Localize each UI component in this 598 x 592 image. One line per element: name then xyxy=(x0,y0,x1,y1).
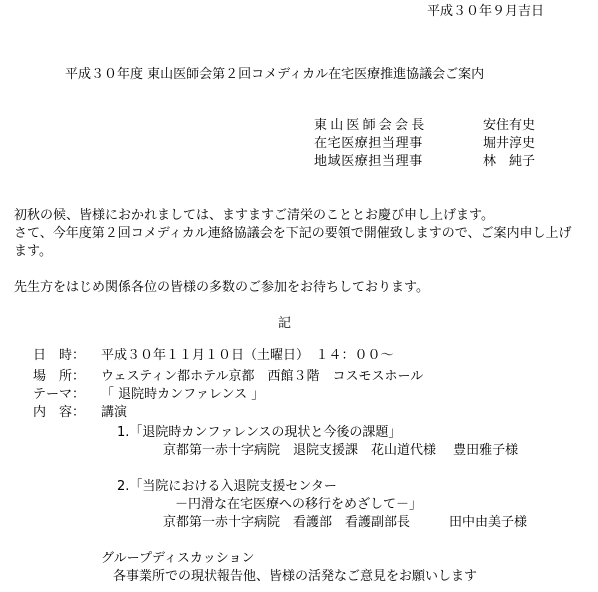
lecture-affiliation: 京都第一赤十字病院 看護部 看護副部長 田中由美子様 xyxy=(163,515,528,530)
place-label: 場 所： xyxy=(33,369,86,384)
signatory-name: 林 純子 xyxy=(483,154,536,169)
theme-label: テーマ： xyxy=(33,387,86,402)
content-label: 内 容： xyxy=(33,405,86,420)
signatory-role: 東山医師会会長 xyxy=(314,118,428,133)
content-value: 講演 xyxy=(101,405,128,420)
greeting-line: さて、今年度第２回コメディカル連絡協議会を下記の要領で開催致しますので、ご案内申し上げ xyxy=(14,226,572,241)
greeting-line: ます。 xyxy=(14,244,52,259)
lecture-subtitle: －円滑な在宅医療への移行をめざして－」 xyxy=(175,497,423,512)
signatory-name: 堀井淳史 xyxy=(483,136,536,151)
lecture-title: 1.「退院時カンファレンスの現状と今後の課題」 xyxy=(117,425,402,440)
group-text: 各事業所での現状報告他、皆様の活発なご意見をお願いします xyxy=(113,569,478,584)
greeting-line: 初秋の候、皆様におかれましては、ますますご清栄のこととお慶び申し上げます。 xyxy=(14,208,494,223)
lecture-title: 2.「当院における入退院支援センター xyxy=(117,479,337,494)
signatory-role: 地域医療担当理事 xyxy=(314,154,423,169)
document-title: 平成３０年度 東山医師会第２回コメディカル在宅医療推進協議会ご案内 xyxy=(65,67,485,82)
invitation-text: 先生方をはじめ関係各位の皆様の多数のご参加をお待ちしております。 xyxy=(14,280,429,295)
date-label: 日 時： xyxy=(33,348,86,363)
signatory-role: 在宅医療担当理事 xyxy=(314,136,423,151)
place-value: ウェスティン都ホテル京都 西館３階 コスモスホール xyxy=(101,369,424,384)
theme-value: 「 退院時カンファレンス 」 xyxy=(101,387,265,402)
lecture-affiliation: 京都第一赤十字病院 退院支援課 花山道代様 豊田雅子様 xyxy=(163,443,519,458)
group-heading: グループディスカッション xyxy=(101,551,255,566)
document-date: 平成３０年９月吉日 xyxy=(427,4,545,19)
date-value: 平成３０年１１月１０日（土曜日） １４：００～ xyxy=(101,348,394,363)
ki-heading: 記 xyxy=(278,316,292,331)
signatory-name: 安住有史 xyxy=(483,118,536,133)
